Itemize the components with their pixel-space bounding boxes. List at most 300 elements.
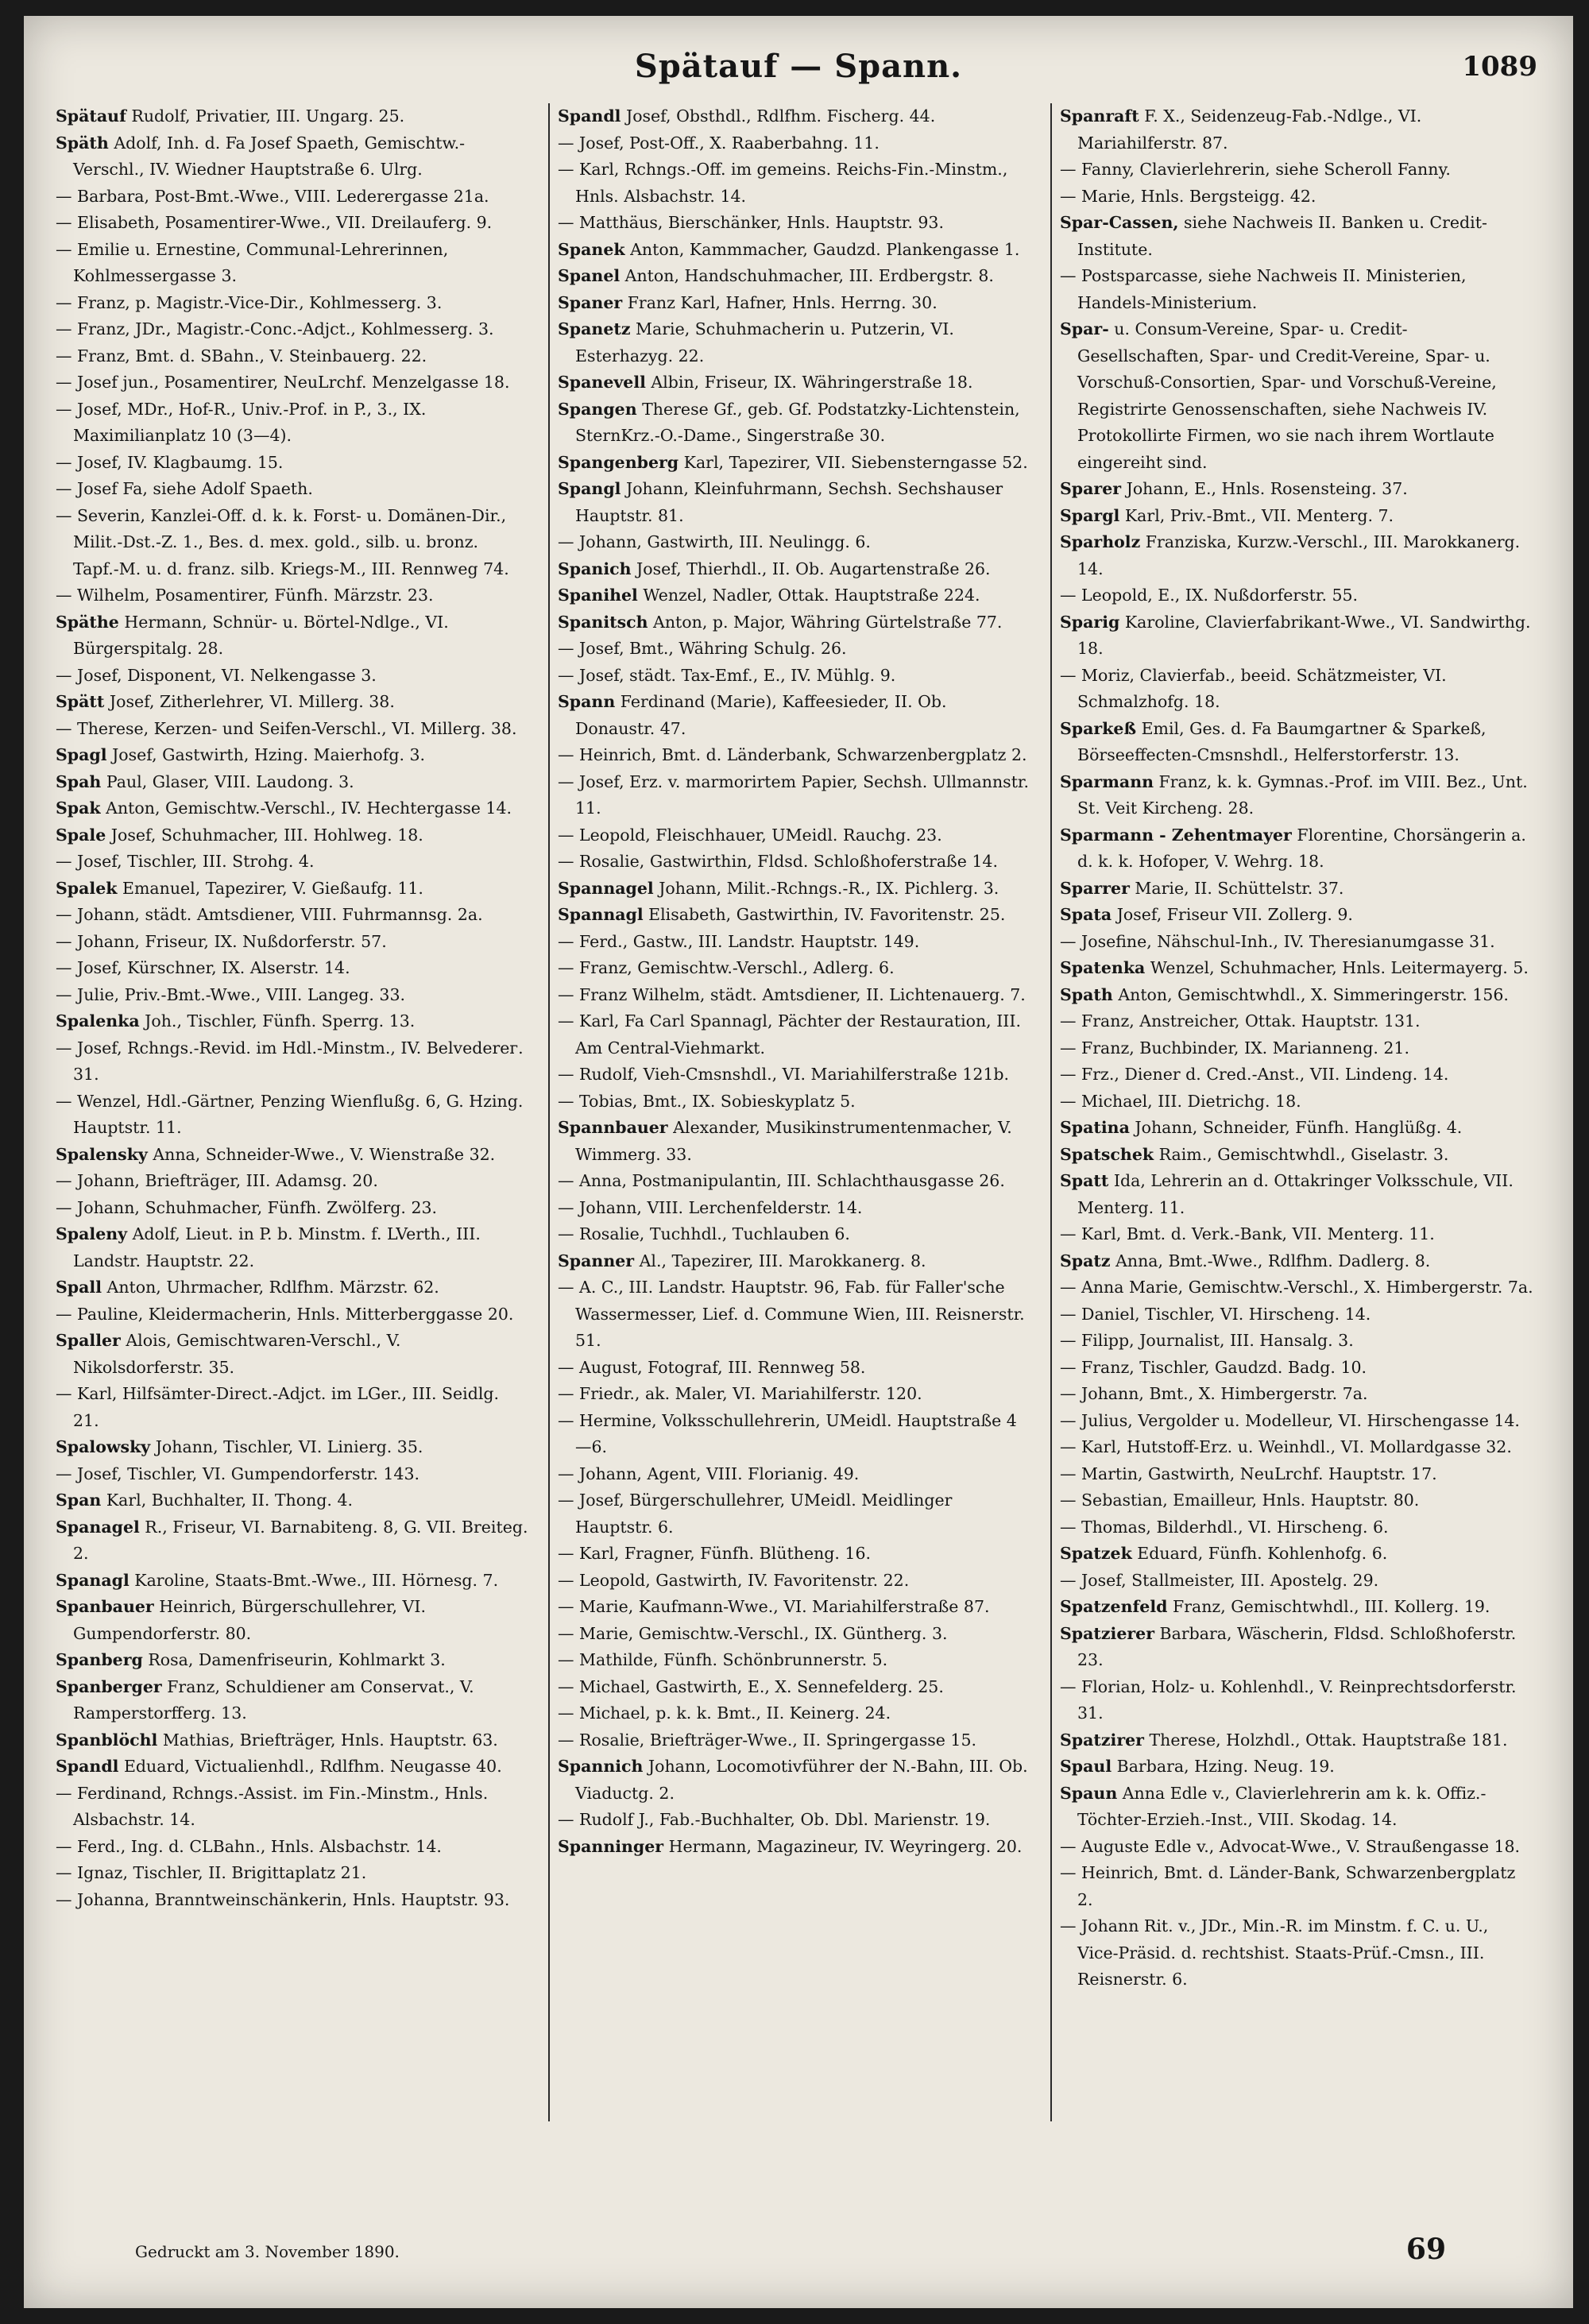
directory-entry <box>1060 503 1533 530</box>
directory-entry <box>558 157 1031 210</box>
directory-entry <box>1060 822 1533 876</box>
directory-entry <box>56 1008 529 1035</box>
entry-details: — Johann, VIII. Lerchenfelderstr. 14. <box>558 1197 863 1217</box>
entry-details: Marie, Schuhmacherin u. Putzerin, VI. Esterhazyg. 22. <box>575 319 954 365</box>
entry-surname: Spall <box>56 1278 102 1297</box>
entry-surname: Spanetz <box>558 319 631 338</box>
directory-entry <box>558 1355 1031 1382</box>
directory-entry <box>56 1168 529 1195</box>
entry-surname: Spätt <box>56 692 105 711</box>
directory-entry <box>56 1274 529 1301</box>
entry-details: Franz, Gemischtwhdl., III. Kollerg. 19. <box>1167 1597 1490 1616</box>
entry-details: — Fanny, Clavierlehrerin, siehe Scheroll Fanny. <box>1060 160 1451 179</box>
entry-details: — Karl, Rchngs.-Off. im gemeins. Reichs-Fin.-Minstm., Hnls. Alsbachstr. 14. <box>558 160 1008 206</box>
directory-entry <box>1060 1355 1533 1382</box>
directory-entry <box>558 982 1031 1009</box>
directory-entry <box>1060 1860 1533 1913</box>
entry-details: Alexander, Musikinstrumentenmacher, V. Wimmerg. 33. <box>575 1118 1012 1164</box>
entry-details: Therese Gf., geb. Gf. Podstatzky-Lichtenstein, SternKrz.-O.-Dame., Singerstraße 30. <box>575 399 1020 445</box>
directory-entry <box>558 237 1031 264</box>
entry-surname: Spalek <box>56 878 118 898</box>
directory-entry <box>56 769 529 796</box>
entry-details: — Postsparcasse, siehe Nachweis II. Ministerien, Handels-Ministerium. <box>1060 266 1467 312</box>
directory-entry <box>1060 1061 1533 1089</box>
directory-entry <box>1060 1221 1533 1248</box>
entry-details: Albin, Friseur, IX. Währingerstraße 18. <box>645 373 973 392</box>
entry-details: — Rosalie, Gastwirthin, Fldsd. Schloßhoferstraße 14. <box>558 852 998 871</box>
running-head: Spätauf — Spann. <box>634 48 963 85</box>
entry-details: Emanuel, Tapezirer, V. Gießaufg. 11. <box>117 878 423 898</box>
entry-details: — Ferd., Ing. d. CLBahn., Hnls. Alsbachstr. 14. <box>56 1836 442 1856</box>
entry-details: — Sebastian, Emailleur, Hnls. Hauptstr. 80. <box>1060 1491 1420 1510</box>
directory-entry <box>1060 1834 1533 1861</box>
directory-entry <box>558 1621 1031 1648</box>
entry-details: — Karl, Hilfsämter-Direct.-Adjct. im LGer., III. Seidlg. 21. <box>56 1384 500 1430</box>
directory-entry <box>56 237 529 290</box>
entry-surname: Sparholz <box>1060 532 1141 551</box>
directory-entry <box>1060 929 1533 956</box>
entry-details: Eduard, Fünfh. Kohlenhofg. 6. <box>1131 1544 1388 1563</box>
entry-details: — Heinrich, Bmt. d. Länderbank, Schwarzenbergplatz 2. <box>558 745 1027 764</box>
directory-entry <box>558 1089 1031 1116</box>
entry-details: — Elisabeth, Posamentirer-Wwe., VII. Dreilauferg. 9. <box>56 213 493 232</box>
entry-details: Raim., Gemischtwhdl., Giselastr. 3. <box>1154 1144 1449 1164</box>
directory-entry <box>56 902 529 929</box>
directory-entry <box>1060 1089 1533 1116</box>
entry-details: u. Consum-Vereine, Spar- u. Credit-Gesellschaften, Spar- und Credit-Vereine, Spar- u. Vorschuß-Consortien, Spar- und Vorschuß-Vereine, Registrirte Genossenschaften, siehe Nachweis IV. Protokollirte Firmen, wo sie nach ihrem Wortlaute eingereiht sind. <box>1077 319 1497 472</box>
entry-details: Alois, Gemischtwaren-Verschl., V. Nikolsdorferstr. 35. <box>73 1331 401 1377</box>
directory-entry <box>56 1221 529 1274</box>
directory-entry <box>1060 103 1533 157</box>
entry-details: Anton, Handschuhmacher, III. Erdbergstr. 8. <box>620 266 994 285</box>
entry-surname: Spanitsch <box>558 612 648 632</box>
directory-entry <box>558 636 1031 663</box>
entry-surname: Sparmann - Zehentmayer <box>1060 825 1292 845</box>
entry-surname: Spangenberg <box>558 452 679 472</box>
entry-details: — Josef, IV. Klagbaumg. 15. <box>56 452 284 472</box>
directory-entry <box>558 742 1031 769</box>
directory-entry <box>1060 1461 1533 1488</box>
entry-details: — August, Fotograf, III. Rennweg 58. <box>558 1357 866 1377</box>
entry-surname: Sparrer <box>1060 878 1130 898</box>
entry-details: — Michael, Gastwirth, E., X. Sennefelderg. 25. <box>558 1676 944 1696</box>
entry-details: — Frz., Diener d. Cred.-Anst., VII. Lindeng. 14. <box>1060 1065 1449 1084</box>
directory-entry <box>558 929 1031 956</box>
entry-surname: Spagl <box>56 745 107 764</box>
entry-details: Barbara, Hzing. Neug. 19. <box>1112 1757 1335 1776</box>
entry-details: — Josef, Bmt., Währing Schulg. 26. <box>558 639 847 658</box>
entry-details: — Josef, Erz. v. marmorirtem Papier, Sechsh. Ullmannstr. 11. <box>558 771 1029 818</box>
entry-details: Hermann, Schnür- u. Börtel-Ndlge., VI. Bürgerspitalg. 28. <box>73 612 449 658</box>
entry-surname: Sparmann <box>1060 771 1154 791</box>
entry-surname: Spanevell <box>558 373 646 392</box>
directory-entry <box>56 955 529 982</box>
directory-entry <box>56 1089 529 1142</box>
entry-details: Anton, p. Major, Währing Gürtelstraße 77. <box>648 612 1003 632</box>
entry-details: Johann, Locomotivführer der N.-Bahn, III. Ob. Viaductg. 2. <box>575 1757 1028 1803</box>
entry-details: Franziska, Kurzw.-Verschl., III. Marokkanerg. 14. <box>1077 532 1521 578</box>
entry-details: siehe Nachweis II. Banken u. Credit-Institute. <box>1077 213 1487 259</box>
directory-entry <box>1060 1674 1533 1727</box>
directory-page <box>24 16 1573 2308</box>
entry-surname: Spatschek <box>1060 1144 1154 1164</box>
directory-entry <box>558 1008 1031 1061</box>
sheet-number: 69 <box>1405 2233 1446 2266</box>
entry-surname: Spandl <box>558 106 621 126</box>
directory-entry <box>558 450 1031 477</box>
entry-surname: Spalensky <box>56 1144 148 1164</box>
entry-surname: Spata <box>1060 905 1112 924</box>
entry-surname: Spanninger <box>558 1836 664 1856</box>
directory-entry <box>558 1754 1031 1807</box>
directory-entry <box>56 1754 529 1781</box>
directory-entry <box>1060 1301 1533 1328</box>
directory-entry <box>558 1461 1031 1488</box>
entry-surname: Span <box>56 1491 102 1510</box>
entry-details: Josef, Obsthdl., Rdlfhm. Fischerg. 44. <box>621 106 936 126</box>
entry-details: — Josef, Tischler, III. Strohg. 4. <box>56 852 315 871</box>
entry-details: — Julius, Vergolder u. Modelleur, VI. Hirschengasse 14. <box>1060 1410 1520 1430</box>
entry-details: — Emilie u. Ernestine, Communal-Lehrerinnen, Kohlmessergasse 3. <box>56 239 449 285</box>
directory-entry <box>558 103 1031 130</box>
entry-surname: Spargl <box>1060 505 1120 525</box>
entry-details: — Julie, Priv.-Bmt.-Wwe., VIII. Langeg. 33. <box>56 984 405 1004</box>
directory-entry <box>56 210 529 237</box>
entry-details: Anton, Gemischtwhdl., X. Simmeringerstr. 156. <box>1112 984 1509 1004</box>
directory-entry <box>56 184 529 211</box>
entry-surname: Spanel <box>558 266 621 285</box>
directory-entry <box>558 1061 1031 1089</box>
directory-entry <box>56 689 529 716</box>
entry-details: — Auguste Edle v., Advocat-Wwe., V. Straußengasse 18. <box>1060 1836 1521 1856</box>
entry-surname: Spangen <box>558 399 637 419</box>
directory-entry <box>56 1461 529 1488</box>
entry-details: — Severin, Kanzlei-Off. d. k. k. Forst- u. Domänen-Dir., Milit.-Dst.-Z. 1., Bes. d. mex. gold., silb. u. bronz. Tapf.-M. u. d. franz. silb. Kriegs-M., III. Rennweg 74. <box>56 505 509 578</box>
entry-details: Rosa, Damenfriseurin, Kohlmarkt 3. <box>142 1650 446 1669</box>
entry-surname: Spannich <box>558 1757 644 1776</box>
directory-entry <box>558 1381 1031 1408</box>
entry-surname: Spanich <box>558 559 632 578</box>
column-left <box>56 103 537 2121</box>
directory-entry <box>56 343 529 370</box>
directory-entry <box>558 609 1031 636</box>
directory-entry <box>56 290 529 317</box>
entry-details: — Karl, Hutstoff-Erz. u. Weinhdl., VI. Mollardgasse 32. <box>1060 1437 1512 1456</box>
entry-surname: Spath <box>1060 984 1113 1004</box>
entry-details: Franz, Schuldiener am Conservat., V. Ramperstorfferg. 13. <box>73 1676 474 1723</box>
entry-surname: Spaun <box>1060 1783 1118 1803</box>
entry-details: — Josef jun., Posamentirer, NeuLrchf. Menzelgasse 18. <box>56 373 510 392</box>
directory-entry <box>558 1221 1031 1248</box>
entry-details: — Josef, MDr., Hof-R., Univ.-Prof. in P., 3., IX. Maximilianplatz 10 (3—4). <box>56 399 427 445</box>
directory-entry <box>56 1301 529 1328</box>
entry-details: Wenzel, Nadler, Ottak. Hauptstraße 224. <box>637 586 980 605</box>
entry-surname: Spanek <box>558 239 625 259</box>
directory-entry <box>558 1700 1031 1727</box>
entry-surname: Spanagel <box>56 1517 140 1537</box>
entry-surname: Spatzek <box>1060 1544 1132 1563</box>
entry-details: — Michael, III. Dietrichg. 18. <box>1060 1091 1301 1111</box>
directory-entry <box>1060 476 1533 503</box>
directory-entry <box>558 396 1031 450</box>
entry-details: Johann, Kleinfuhrmann, Sechsh. Sechshauser Hauptstr. 81. <box>575 479 1003 525</box>
directory-entry <box>56 1487 529 1514</box>
directory-entry <box>558 210 1031 237</box>
entry-details: — Rudolf, Vieh-Cmsnshdl., VI. Mariahilferstraße 121b. <box>558 1065 1010 1084</box>
directory-entry <box>558 529 1031 556</box>
directory-entry <box>558 849 1031 876</box>
directory-entry <box>56 1834 529 1861</box>
entry-surname: Spar-Cassen, <box>1060 213 1179 232</box>
entry-surname: Spak <box>56 799 101 818</box>
entry-details: Emil, Ges. d. Fa Baumgartner & Sparkeß, Börseeffecten-Cmsnshdl., Helferstorferstr. 13. <box>1077 718 1487 764</box>
entry-details: — Ferdinand, Rchngs.-Assist. im Fin.-Minstm., Hnls. Alsbachstr. 14. <box>56 1783 489 1829</box>
entry-details: — Johann, Schuhmacher, Fünfh. Zwölferg. 23. <box>56 1197 438 1217</box>
directory-entry <box>1060 1408 1533 1435</box>
directory-entry <box>56 716 529 743</box>
directory-entry <box>558 822 1031 849</box>
entry-details: — Wilhelm, Posamentirer, Fünfh. Märzstr. 23. <box>56 586 434 605</box>
entry-details: — Franz, JDr., Magistr.-Conc.-Adjct., Kohlmesserg. 3. <box>56 319 494 338</box>
entry-details: Therese, Holzhdl., Ottak. Hauptstraße 181. <box>1143 1730 1508 1750</box>
directory-entry <box>56 982 529 1009</box>
entry-details: Johann, Milit.-Rchngs.-R., IX. Pichlerg. 3. <box>653 878 999 898</box>
entry-details: — Hermine, Volksschullehrerin, UMeidl. Hauptstraße 4—6. <box>558 1410 1017 1456</box>
directory-entry <box>56 1142 529 1169</box>
entry-surname: Spatzirer <box>1060 1730 1144 1750</box>
directory-entry <box>56 396 529 450</box>
directory-entry <box>558 369 1031 396</box>
entry-details: Hermann, Magazineur, IV. Weyringerg. 20. <box>663 1836 1023 1856</box>
column-right <box>1050 103 1541 2121</box>
directory-entry <box>558 1541 1031 1568</box>
entry-details: Adolf, Lieut. in P. b. Minstm. f. LVerth., III. Landstr. Hauptstr. 22. <box>73 1224 481 1270</box>
directory-entry <box>1060 1168 1533 1221</box>
directory-entry <box>56 663 529 690</box>
directory-entry <box>558 1274 1031 1355</box>
directory-entry <box>558 1568 1031 1595</box>
entry-details: — Franz, Gemischtw.-Verschl., Adlerg. 6. <box>558 958 895 977</box>
entry-details: — Franz Wilhelm, städt. Amtsdiener, II. Lichtenauerg. 7. <box>558 984 1026 1004</box>
directory-entry <box>1060 769 1533 822</box>
entry-details: Joh., Tischler, Fünfh. Sperrg. 13. <box>139 1011 416 1031</box>
entry-surname: Spannagl <box>558 905 644 924</box>
entry-surname: Spannbauer <box>558 1118 668 1137</box>
entry-details: Barbara, Wäscherin, Fldsd. Schloßhoferstr. 23. <box>1077 1623 1517 1669</box>
entry-details: — Karl, Fragner, Fünfh. Blütheng. 16. <box>558 1544 872 1563</box>
entry-details: Heinrich, Bürgerschullehrer, VI. Gumpendorferstr. 80. <box>73 1597 426 1643</box>
entry-details: Adolf, Inh. d. Fa Josef Spaeth, Gemischtw.-Verschl., IV. Wiedner Hauptstraße 6. Ulrg. <box>73 133 466 179</box>
entry-details: — Michael, p. k. k. Bmt., II. Keinerg. 24. <box>558 1703 891 1723</box>
directory-entry <box>558 263 1031 290</box>
directory-entry <box>1060 1568 1533 1595</box>
entry-details: — Franz, Buchbinder, IX. Marianneng. 21. <box>1060 1038 1409 1058</box>
entry-details: Karoline, Staats-Bmt.-Wwe., III. Hörnesg. 7. <box>129 1570 499 1590</box>
entry-details: — Josef, städt. Tax-Emf., E., IV. Mühlg. 9. <box>558 665 896 685</box>
entry-details: — Florian, Holz- u. Kohlenhdl., V. Reinprechtsdorferstr. 31. <box>1060 1676 1517 1723</box>
entry-details: Franz Karl, Hafner, Hnls. Herrng. 30. <box>622 292 938 312</box>
directory-entry <box>558 1195 1031 1222</box>
directory-entry <box>1060 1487 1533 1514</box>
directory-entry <box>56 1195 529 1222</box>
entry-surname: Spätauf <box>56 106 126 126</box>
directory-entry <box>1060 1274 1533 1301</box>
directory-entry <box>56 1781 529 1834</box>
directory-entry <box>56 476 529 503</box>
directory-entry <box>1060 529 1533 582</box>
entry-details: — Franz, p. Magistr.-Vice-Dir., Kohlmesserg. 3. <box>56 292 443 312</box>
directory-entry <box>558 689 1031 742</box>
entry-surname: Spaner <box>558 292 623 312</box>
directory-entry <box>1060 210 1533 263</box>
entry-details: — Josef, Rchngs.-Revid. im Hdl.-Minstm., IV. Belvederег. 31. <box>56 1038 524 1084</box>
entry-details: — Leopold, Fleischhauer, UMeidl. Rauchg. 23. <box>558 825 942 845</box>
entry-surname: Spandl <box>56 1757 119 1776</box>
entry-details: — Ferd., Gastw., III. Landstr. Hauptstr. 149. <box>558 931 920 951</box>
directory-entry <box>56 316 529 343</box>
directory-entry <box>1060 1328 1533 1355</box>
entry-details: — Rosalie, Briefträger-Wwe., II. Springergasse 15. <box>558 1730 977 1750</box>
entry-details: — Filipp, Journalist, III. Hansalg. 3. <box>1060 1331 1354 1350</box>
entry-details: — Matthäus, Bierschänker, Hnls. Hauptstr. 93. <box>558 213 944 232</box>
directory-entry <box>558 1807 1031 1834</box>
directory-entry <box>56 1727 529 1754</box>
directory-entry <box>558 902 1031 929</box>
directory-entry <box>558 476 1031 529</box>
entry-details: — Moriz, Clavierfab., beeid. Schätzmeister, VI. Schmalzhofg. 18. <box>1060 665 1447 711</box>
page-header <box>24 40 1573 95</box>
directory-entry <box>56 1381 529 1434</box>
entry-details: — Tobias, Bmt., IX. Sobieskyplatz 5. <box>558 1091 856 1111</box>
directory-entry <box>558 1674 1031 1701</box>
entry-details: — Thomas, Bilderhdl., VI. Hirscheng. 6. <box>1060 1517 1389 1537</box>
directory-entry <box>56 1647 529 1674</box>
directory-entry <box>1060 316 1533 476</box>
column-middle <box>548 103 1039 2121</box>
entry-details: — Ignaz, Tischler, II. Brigittaplatz 21. <box>56 1863 367 1882</box>
entry-details: — Pauline, Kleidermacherin, Hnls. Mitterberggasse 20. <box>56 1304 514 1324</box>
directory-entry <box>56 795 529 822</box>
directory-entry <box>558 1487 1031 1541</box>
directory-entry <box>56 1860 529 1887</box>
entry-details: — Josef Fa, siehe Adolf Spaeth. <box>56 479 313 498</box>
entry-details: Marie, II. Schüttelstr. 37. <box>1129 878 1344 898</box>
directory-entry <box>558 1115 1031 1168</box>
directory-entry <box>1060 1434 1533 1461</box>
directory-entry <box>1060 1541 1533 1568</box>
entry-details: — Johann, Bmt., X. Himbergerstr. 7a. <box>1060 1384 1368 1403</box>
directory-entry <box>56 742 529 769</box>
entry-details: — Marie, Gemischtw.-Verschl., IX. Güntherg. 3. <box>558 1623 948 1643</box>
directory-entry <box>1060 1248 1533 1275</box>
entry-surname: Spatina <box>1060 1118 1130 1137</box>
directory-entry <box>1060 876 1533 903</box>
entry-details: — Johann, Agent, VIII. Florianig. 49. <box>558 1464 860 1483</box>
directory-entry <box>558 769 1031 822</box>
directory-entry <box>1060 1035 1533 1062</box>
directory-entry <box>1060 1142 1533 1169</box>
directory-entry <box>1060 1381 1533 1408</box>
entry-details: Eduard, Victualienhdl., Rdlfhm. Neugasse 40. <box>118 1757 502 1776</box>
entry-surname: Spatz <box>1060 1251 1111 1270</box>
directory-entry <box>56 369 529 396</box>
directory-entry <box>56 1434 529 1461</box>
directory-entry <box>558 290 1031 317</box>
directory-entry <box>1060 263 1533 316</box>
directory-entry <box>1060 1913 1533 1993</box>
entry-details: — Josef, Bürgerschullehrer, UMeidl. Meidlinger Hauptstr. 6. <box>558 1491 953 1537</box>
directory-entry <box>1060 157 1533 184</box>
directory-entry <box>558 955 1031 982</box>
directory-entry <box>558 663 1031 690</box>
entry-surname: Spale <box>56 825 106 845</box>
entry-details: Paul, Glaser, VIII. Laudong. 3. <box>101 771 354 791</box>
directory-entry <box>56 876 529 903</box>
entry-surname: Spaul <box>1060 1757 1112 1776</box>
entry-details: — Josef, Post-Off., X. Raaberbahng. 11. <box>558 133 880 153</box>
entry-details: Josef, Gastwirth, Hzing. Maierhofg. 3. <box>106 745 426 764</box>
entry-surname: Spanbauer <box>56 1597 154 1616</box>
entry-details: — Karl, Fa Carl Spannagl, Pächter der Restauration, III. Am Central-Viehmarkt. <box>558 1011 1022 1058</box>
entry-details: Anna, Schneider-Wwe., V. Wienstraße 32. <box>147 1144 496 1164</box>
directory-entry <box>1060 582 1533 609</box>
entry-details: — Barbara, Post-Bmt.-Wwe., VIII. Lederergasse 21a. <box>56 186 489 206</box>
entry-details: Karl, Priv.-Bmt., VII. Menterg. 7. <box>1119 505 1394 525</box>
directory-columns <box>56 103 1541 2121</box>
entry-surname: Späthe <box>56 612 119 632</box>
directory-entry <box>558 582 1031 609</box>
printed-date-note: Gedruckt am 3. November 1890. <box>135 2242 400 2261</box>
directory-entry <box>1060 716 1533 769</box>
entry-details: Rudolf, Privatier, III. Ungarg. 25. <box>126 106 405 126</box>
entry-details: — Rudolf J., Fab.-Buchhalter, Ob. Dbl. Marienstr. 19. <box>558 1810 991 1829</box>
entry-surname: Spanraft <box>1060 106 1139 126</box>
entry-surname: Spatenka <box>1060 958 1146 977</box>
directory-entry <box>56 1674 529 1727</box>
directory-entry <box>1060 1594 1533 1621</box>
entry-surname: Spah <box>56 771 102 791</box>
entry-details: — Therese, Kerzen- und Seifen-Verschl., VI. Millerg. 38. <box>56 718 517 738</box>
directory-entry <box>56 1514 529 1568</box>
entry-details: — Wenzel, Hdl.-Gärtner, Penzing Wienflußg. 6, G. Hzing. Hauptstr. 11. <box>56 1091 524 1137</box>
entry-surname: Spannagel <box>558 878 654 898</box>
entry-surname: Spanberg <box>56 1650 143 1669</box>
entry-details: Karl, Buchhalter, II. Thong. 4. <box>101 1491 354 1510</box>
directory-entry <box>558 1408 1031 1461</box>
entry-details: Johann, E., Hnls. Rosensteing. 37. <box>1121 479 1408 498</box>
entry-details: — Johann, Friseur, IX. Nußdorferstr. 57. <box>56 931 387 951</box>
directory-entry <box>56 450 529 477</box>
directory-entry <box>56 1887 529 1914</box>
directory-entry <box>56 503 529 583</box>
entry-surname: Spangl <box>558 479 621 498</box>
directory-entry <box>558 1727 1031 1754</box>
directory-entry <box>56 1594 529 1647</box>
entry-details: — Heinrich, Bmt. d. Länder-Bank, Schwarzenbergplatz 2. <box>1060 1863 1516 1909</box>
directory-entry <box>1060 1008 1533 1035</box>
entry-details: — Friedr., ak. Maler, VI. Mariahilferstr. 120. <box>558 1384 922 1403</box>
entry-surname: Sparkeß <box>1060 718 1137 738</box>
directory-entry <box>558 556 1031 583</box>
entry-surname: Spatt <box>1060 1171 1109 1190</box>
entry-details: — Johann, Gastwirth, III. Neulingg. 6. <box>558 532 871 551</box>
directory-entry <box>56 103 529 130</box>
entry-surname: Spanblöchl <box>56 1730 158 1750</box>
directory-entry <box>1060 1754 1533 1781</box>
page-footer <box>56 2233 1541 2288</box>
directory-entry <box>1060 982 1533 1009</box>
directory-entry <box>558 876 1031 903</box>
